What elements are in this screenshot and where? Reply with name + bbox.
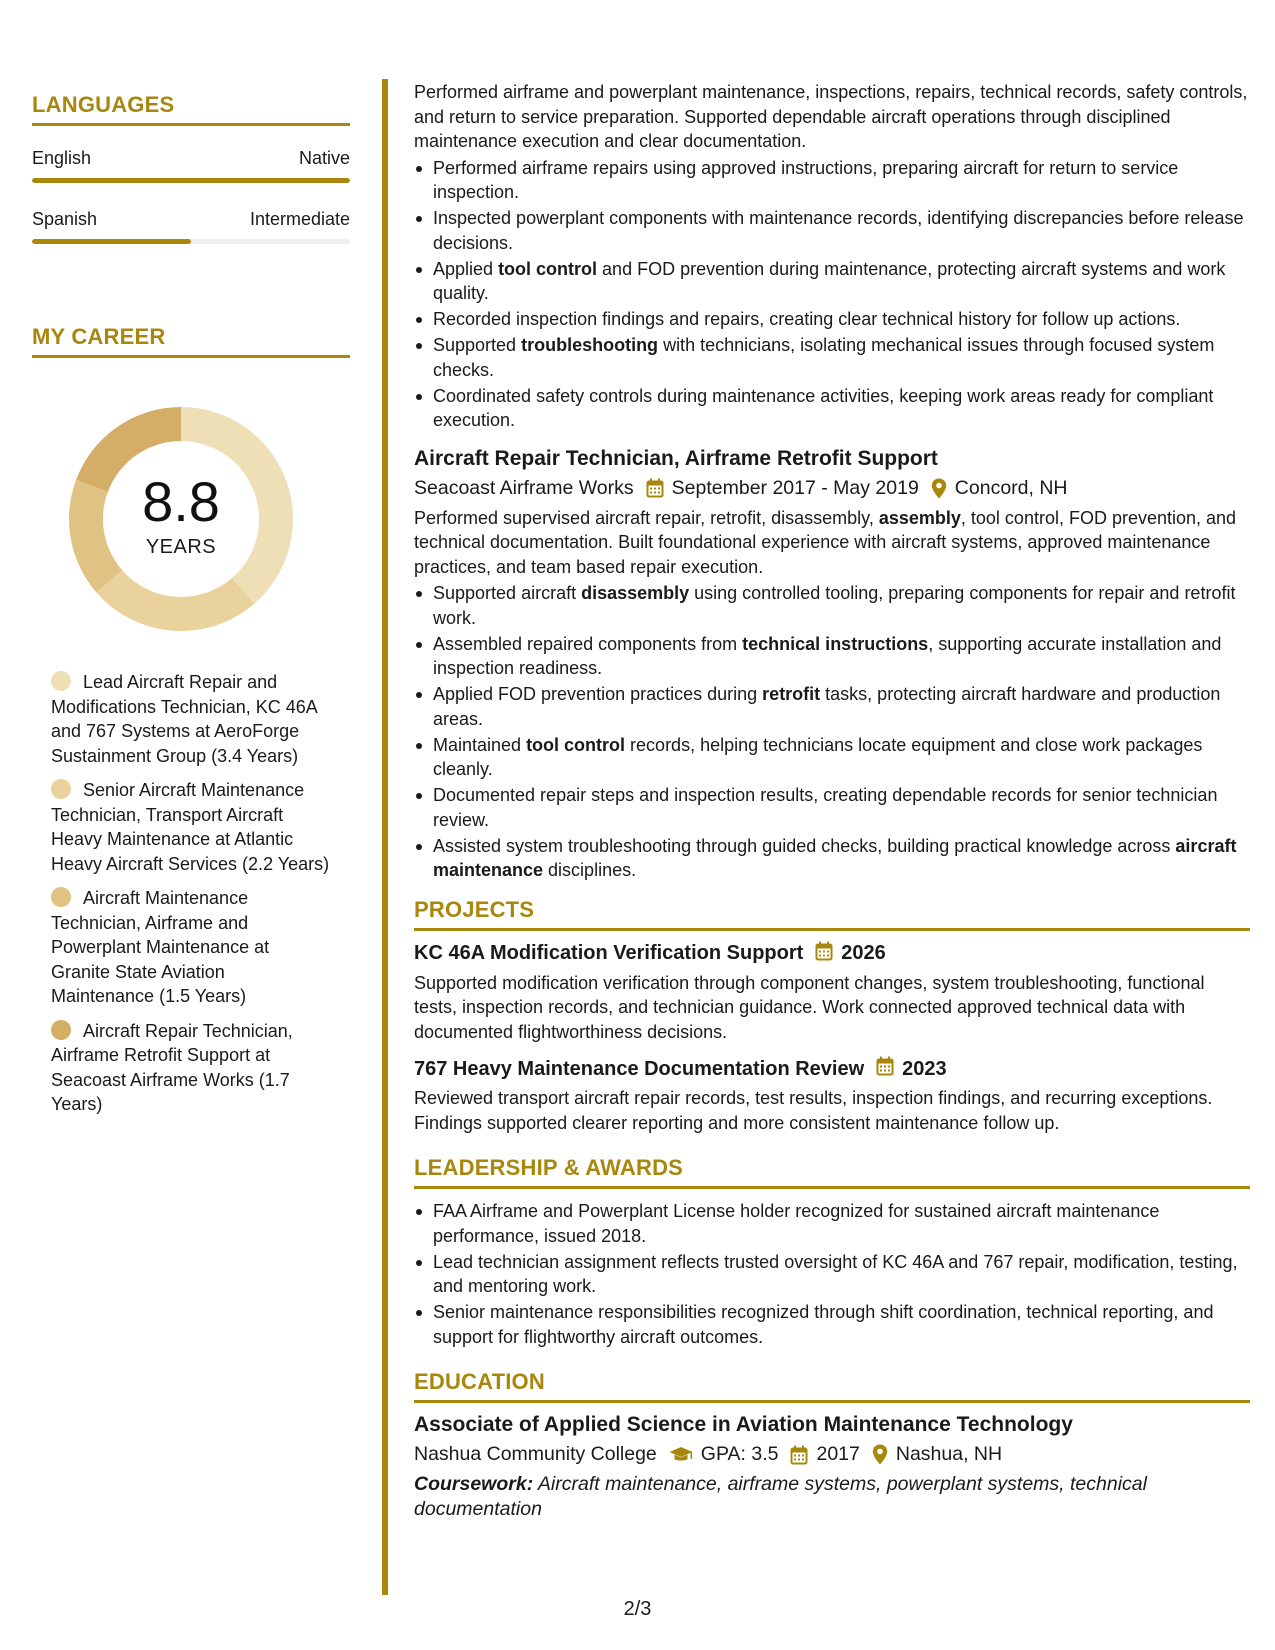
language-level: Intermediate	[249, 209, 350, 229]
page-number: 2/3	[623, 1598, 652, 1620]
project-name: 767 Heavy Maintenance Documentation Review	[414, 1057, 865, 1080]
legend-dot	[51, 887, 71, 907]
career-legend-item	[51, 778, 331, 876]
language-proficiency-fill	[32, 239, 191, 244]
languages-rule	[32, 123, 350, 126]
project-name: KC 46A Modification Verification Support	[414, 942, 804, 964]
career-heading: MY CAREER	[32, 324, 166, 349]
career-legend	[51, 670, 331, 1117]
job-bullet: Recorded inspection findings and repairs, creating clear technical history for follow up actions.	[414, 307, 1250, 332]
job-bullet: Applied FOD prevention practices during retrofit tasks, protecting aircraft hardware and production areas.	[414, 682, 1250, 731]
career-legend-item	[51, 670, 331, 768]
education-rule	[414, 1400, 1250, 1403]
career-rule	[32, 355, 350, 358]
degree-title: Associate of Applied Science in Aviation Maintenance Technology	[414, 1413, 1073, 1436]
job-bullet: Assisted system troubleshooting through guided checks, building practical knowledge across aircraft maintenance disciplines.	[414, 834, 1250, 883]
career-total-unit: YEARS	[145, 535, 217, 558]
job-title: Aircraft Repair Technician, Airframe Retrofit Support	[414, 446, 938, 470]
company-name: Seacoast Airframe Works	[414, 476, 634, 499]
leadership-item: Senior maintenance responsibilities recognized through shift coordination, technical reporting, and support for flightworthy aircraft outcomes.	[414, 1300, 1250, 1349]
project-title	[414, 941, 1250, 967]
graduation-cap-icon	[669, 1446, 693, 1464]
career-legend-label: Aircraft Repair Technician, Airframe Retrofit Support at Seacoast Airframe Works (1.7 Years)	[51, 1020, 293, 1114]
school-name: Nashua Community College	[414, 1443, 657, 1465]
job-bullet: Supported troubleshooting with technicians, isolating mechanical issues through focused system checks.	[414, 333, 1250, 382]
leadership-item: FAA Airframe and Powerplant License holder recognized for sustained aircraft maintenance performance, issued 2018.	[414, 1199, 1250, 1248]
experience-entry	[414, 80, 1250, 433]
graduation-year: 2017	[816, 1443, 860, 1465]
career-legend-label: Lead Aircraft Repair and Modifications Technician, KC 46A and 767 Systems at AeroForge Sustainment Group (3.4 Years)	[51, 672, 317, 766]
project-title	[414, 1056, 1250, 1082]
coursework-label: Coursework:	[414, 1473, 534, 1495]
location-pin-icon	[872, 1444, 888, 1465]
career-legend-label: Aircraft Maintenance Technician, Airframe and Powerplant Maintenance at Granite State Aviation Maintenance (1.5 Years)	[51, 888, 270, 1006]
project-description: Reviewed transport aircraft repair records, test results, inspection findings, and recurring exceptions. Findings supported clearer reporting and more consistent maintenance follow up.	[414, 1088, 1213, 1133]
job-summary: Performed airframe and powerplant maintenance, inspections, repairs, technical records, safety controls, and return to service preparation. Supported dependable aircraft operations through disciplined maintenance execution and clear documentation.	[414, 82, 1248, 151]
calendar-icon	[876, 1056, 894, 1082]
career-legend-label: Senior Aircraft Maintenance Technician, Transport Aircraft Heavy Maintenance at Atlantic Heavy Aircraft Services (2.2 Years)	[51, 780, 330, 874]
languages-heading: LANGUAGES	[32, 92, 175, 117]
projects-heading: PROJECTS	[414, 896, 535, 922]
job-bullet: Applied tool control and FOD prevention during maintenance, protecting aircraft systems and work quality.	[414, 257, 1250, 306]
education-heading: EDUCATION	[414, 1369, 545, 1394]
education-section	[414, 1369, 1250, 1521]
gpa: GPA: 3.5	[700, 1443, 779, 1465]
left-column	[32, 92, 350, 1127]
job-bullets	[414, 581, 1250, 883]
leadership-list	[414, 1199, 1250, 1349]
calendar-icon	[790, 1445, 808, 1465]
language-item	[32, 209, 350, 230]
leadership-rule	[414, 1186, 1250, 1189]
job-bullet: Coordinated safety controls during maintenance activities, keeping work areas ready for compliant execution.	[414, 384, 1250, 433]
career-total-value: 8.8	[142, 469, 220, 533]
career-donut-center	[66, 404, 296, 634]
language-proficiency-fill	[32, 178, 350, 183]
language-proficiency-bar	[32, 178, 350, 183]
project-year: 2026	[841, 942, 886, 964]
leadership-item: Lead technician assignment reflects trusted oversight of KC 46A and 767 repair, modification, testing, and mentoring work.	[414, 1250, 1250, 1299]
career-donut-chart	[66, 404, 296, 634]
career-section	[32, 324, 350, 1117]
location-pin-icon	[931, 478, 947, 499]
calendar-icon	[815, 941, 833, 967]
legend-dot	[51, 671, 71, 691]
career-legend-item	[51, 886, 331, 1009]
job-bullet: Performed airframe repairs using approved instructions, preparing aircraft for return to service inspection.	[414, 156, 1250, 205]
legend-dot	[51, 1020, 71, 1040]
job-location: Concord, NH	[954, 476, 1068, 499]
job-bullets	[414, 156, 1250, 433]
experience-entry	[414, 447, 1250, 883]
job-bullet: Supported aircraft disassembly using controlled tooling, preparing components for repair and retrofit work.	[414, 581, 1250, 630]
leadership-section	[414, 1155, 1250, 1349]
language-level: Native	[298, 148, 350, 168]
career-legend-item	[51, 1019, 331, 1117]
language-name: English	[32, 148, 92, 168]
column-divider	[382, 79, 388, 1595]
project-description: Supported modification verification through component changes, system troubleshooting, functional tests, inspection records, and technician guidance. Work connected approved technical data with documented flightworthiness decisions.	[414, 972, 1205, 1042]
legend-dot	[51, 779, 71, 799]
projects-section	[414, 897, 1250, 1136]
coursework	[414, 1472, 1250, 1521]
leadership-heading: LEADERSHIP & AWARDS	[414, 1155, 684, 1180]
job-bullet: Inspected powerplant components with maintenance records, identifying discrepancies before release decisions.	[414, 206, 1250, 255]
job-bullet: Assembled repaired components from technical instructions, supporting accurate installation and inspection readiness.	[414, 632, 1250, 681]
job-bullet: Documented repair steps and inspection results, creating dependable records for senior technician review.	[414, 783, 1250, 832]
languages-section	[32, 92, 350, 244]
calendar-icon	[646, 478, 664, 498]
education-meta	[414, 1443, 1250, 1466]
job-dates: September 2017 - May 2019	[671, 476, 919, 499]
language-name: Spanish	[32, 209, 98, 229]
projects-rule	[414, 928, 1250, 931]
school-location: Nashua, NH	[895, 1443, 1003, 1465]
language-proficiency-bar	[32, 239, 350, 244]
job-summary: Performed supervised aircraft repair, retrofit, disassembly, assembly, tool control, FOD prevention, and technical documentation. Built foundational experience with aircraft systems, approved maintenance practices, and team based repair execution.	[414, 507, 1237, 577]
job-bullet: Maintained tool control records, helping technicians locate equipment and close work packages cleanly.	[414, 733, 1250, 782]
language-item	[32, 148, 350, 169]
coursework-list: Aircraft maintenance, airframe systems, powerplant systems, technical documentation	[414, 1473, 1147, 1520]
project-year: 2023	[902, 1057, 947, 1080]
right-column	[414, 80, 1250, 1521]
job-meta	[414, 477, 1250, 500]
